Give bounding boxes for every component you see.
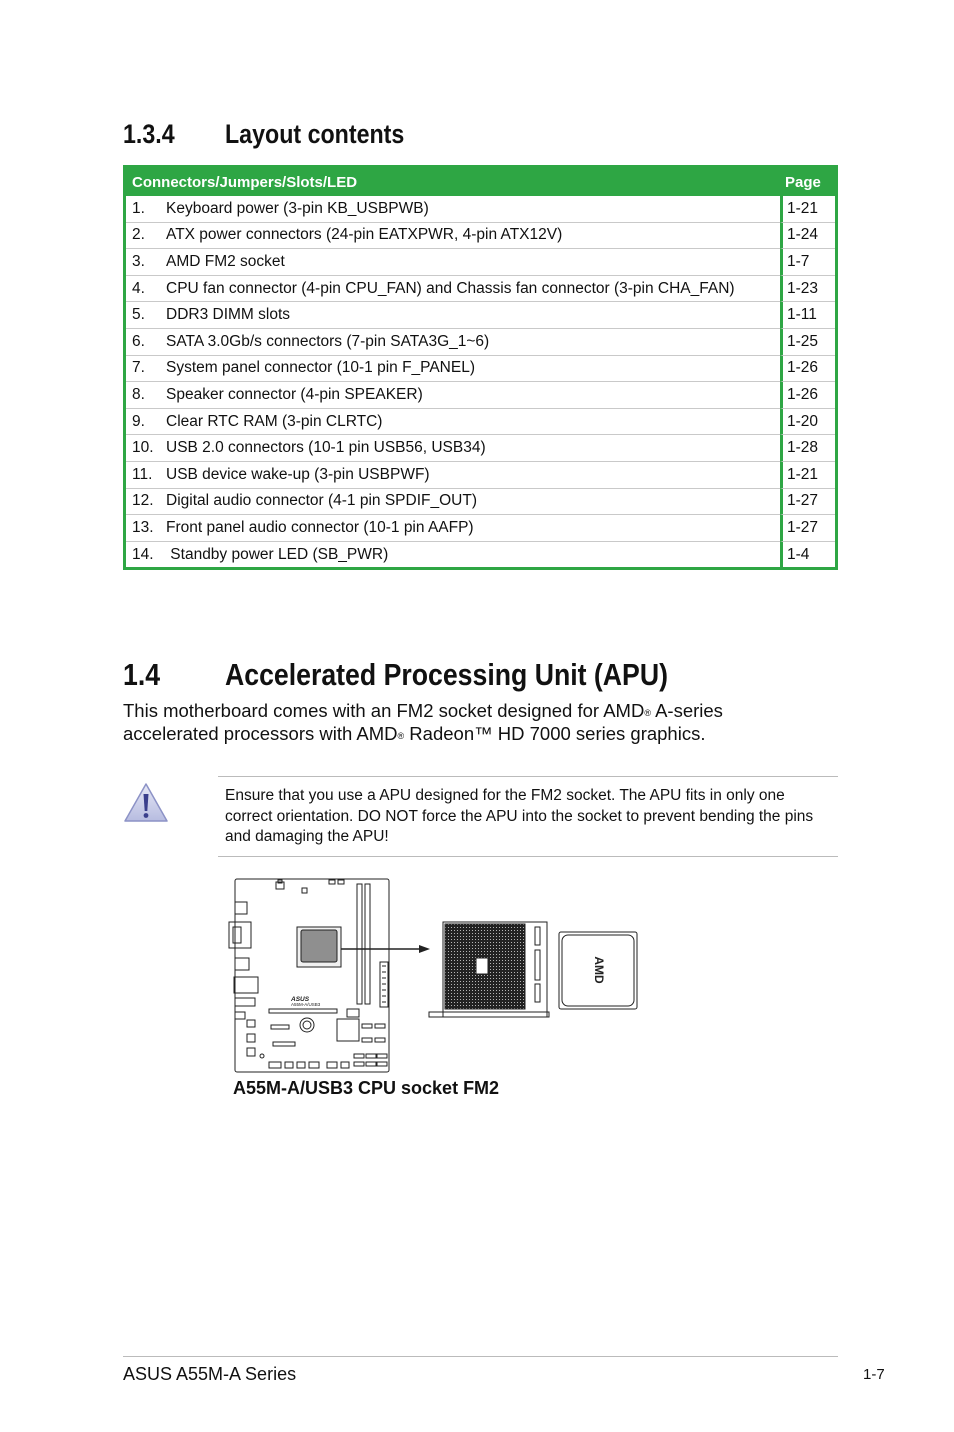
registered-mark: ® [397,731,405,741]
warning-triangle-icon [123,782,169,824]
page-cell: 1-21 [780,196,835,223]
section-title: Accelerated Processing Unit (APU) [225,657,668,692]
item-label: System panel connector (10-1 pin F_PANEL) [166,359,476,377]
item-number: 5. [132,306,145,324]
item-cell [126,542,780,568]
item-label: DDR3 DIMM slots [166,306,291,324]
footer-product-name: ASUS A55M-A Series [123,1364,297,1384]
item-cell [126,409,780,436]
item-cell [126,196,780,223]
item-number: 2. [132,226,145,244]
table-row [126,515,835,542]
item-cell [126,462,780,489]
cpu-socket-closeup [429,922,549,1017]
page-cell: 1-11 [780,302,835,329]
table-row [126,462,835,489]
note-divider [218,776,838,777]
table-row [126,489,835,516]
table-row [126,302,835,329]
column-header-page: Page [780,168,835,196]
item-label: Speaker connector (4-pin SPEAKER) [166,385,423,403]
caution-note-text: Ensure that you use a APU designed for the FM2 socket. The APU fits in only one correct orientation. DO NOT force the APU into the socket to prevent bending the pins and damaging the APU! [225,787,814,845]
item-label: Digital audio connector (4-1 pin SPDIF_OUT) [166,492,477,510]
item-label: Standby power LED (SB_PWR) [166,545,389,563]
page-cell: 1-20 [780,409,835,436]
table-row [126,409,835,436]
table-row [126,196,835,223]
item-cell [126,276,780,303]
page-number: 1-7 [863,1366,885,1383]
page-cell: 1-25 [780,329,835,356]
apu-chip [559,932,637,1009]
item-number: 12. [132,492,154,510]
item-number: 8. [132,385,145,403]
page-cell: 1-21 [780,462,835,489]
section-number: 1.4 [123,657,161,692]
registered-mark: ® [644,708,651,718]
item-cell [126,249,780,276]
item-cell [126,329,780,356]
item-label: Front panel audio connector (10-1 pin AAFP) [166,518,474,536]
item-number: 11. [132,465,153,483]
board-model-label: A55M-A/USB3 [291,1002,321,1007]
section-number: 1.3.4 [123,119,175,149]
page-cell: 1-24 [780,223,835,250]
page-cell: 1-23 [780,276,835,303]
page-cell: 1-26 [780,382,835,409]
item-label: AMD FM2 socket [166,252,285,270]
page-cell: 1-7 [780,249,835,276]
item-number: 1. [132,199,145,217]
page-cell: 1-4 [780,542,835,568]
item-number: 3. [132,252,145,270]
page-cell: 1-26 [780,356,835,383]
item-number: 10. [132,439,154,457]
item-label: Keyboard power (3-pin KB_USBPWB) [166,199,429,217]
item-cell [126,489,780,516]
footer-divider [123,1356,838,1357]
item-cell [126,302,780,329]
item-label: Clear RTC RAM (3-pin CLRTC) [166,412,383,430]
item-label: CPU fan connector (4-pin CPU_FAN) and Chassis fan connector (3-pin CHA_FAN) [166,279,735,297]
table-row [126,542,835,568]
item-number: 13. [132,518,154,536]
item-number: 4. [132,279,145,297]
item-cell [126,356,780,383]
table-row [126,223,835,250]
item-label: USB 2.0 connectors (10-1 pin USB56, USB34) [166,439,486,457]
item-number: 7. [132,359,145,377]
table-row [126,382,835,409]
item-cell [126,223,780,250]
amd-logo: AMD [591,956,606,984]
item-number: 9. [132,412,145,430]
table-row [126,356,835,383]
item-number: 6. [132,332,145,350]
intro-paragraph: This motherboard comes with an FM2 socket designed for AMD® A-series accelerated processors with AMD® Radeon™ HD 7000 series graphics. [123,700,723,744]
layout-contents-table [123,165,838,570]
note-divider [218,856,838,857]
table-row [126,249,835,276]
item-cell [126,515,780,542]
item-cell [126,382,780,409]
table-row [126,276,835,303]
item-label: SATA 3.0Gb/s connectors (7-pin SATA3G_1~6) [166,332,490,350]
board-brand-label: ASUS [291,996,310,1003]
item-label: USB device wake-up (3-pin USBPWF) [166,465,430,483]
item-number: 14. [132,545,154,563]
table-row [126,435,835,462]
motherboard-diagram [225,872,645,1077]
page-cell: 1-28 [780,435,835,462]
diagram-caption: A55M-A/USB3 CPU socket FM2 [233,1078,500,1098]
page-cell: 1-27 [780,489,835,516]
section-title: Layout contents [225,119,405,149]
item-label: ATX power connectors (24-pin EATXPWR, 4-pin ATX12V) [166,226,563,244]
item-cell [126,435,780,462]
column-header-item: Connectors/Jumpers/Slots/LED [126,168,780,196]
table-row [126,329,835,356]
table-header-row [126,168,835,196]
page-cell: 1-27 [780,515,835,542]
